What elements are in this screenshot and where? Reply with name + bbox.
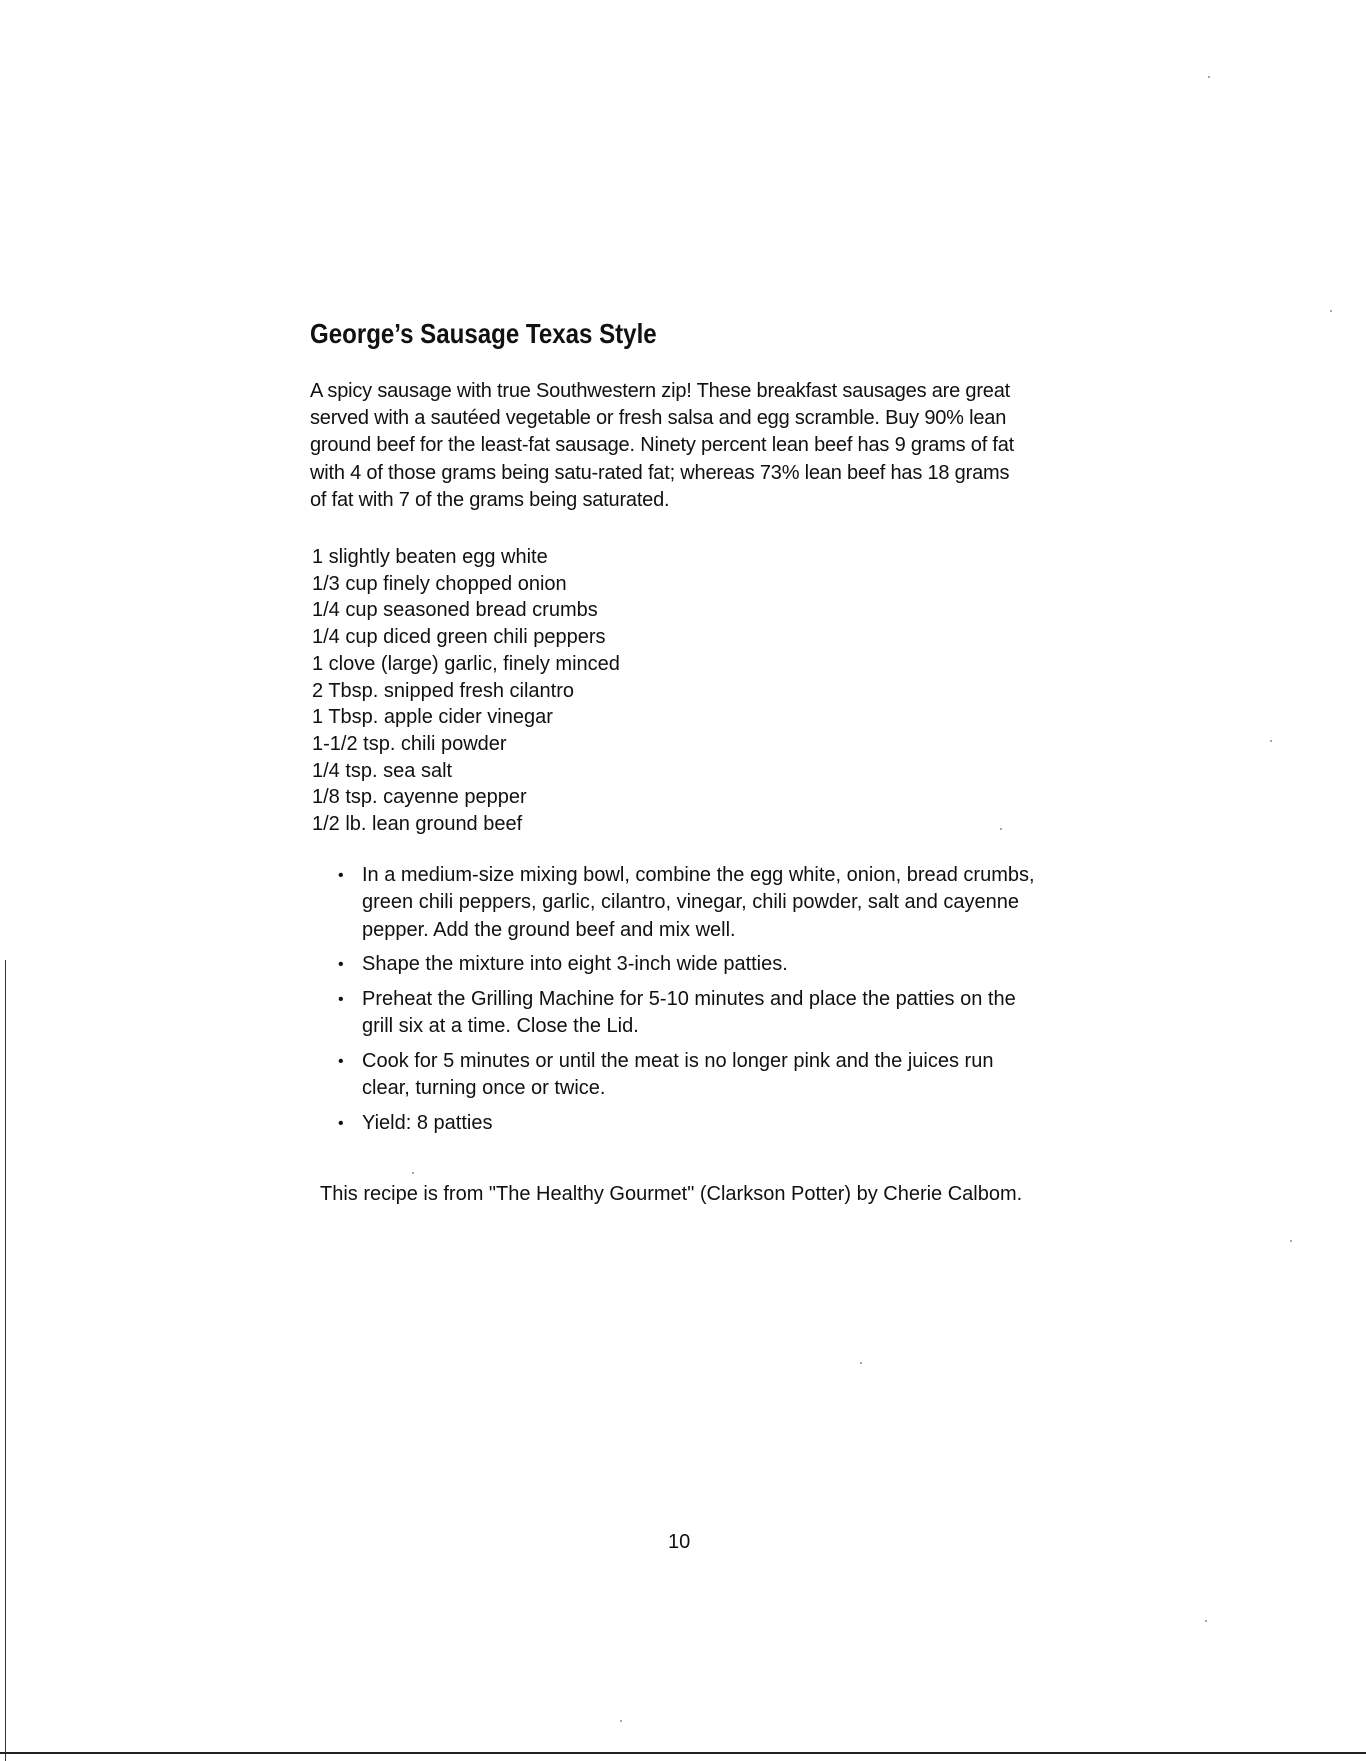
ingredient-item: 1/3 cup finely chopped onion bbox=[312, 572, 567, 595]
instruction-text: Cook for 5 minutes or until the meat is no longer pink and the juices run clear, turning once or twice. bbox=[362, 1049, 994, 1100]
recipe-title: George’s Sausage Texas Style bbox=[310, 318, 657, 349]
instruction-step bbox=[322, 1048, 1042, 1103]
scan-edge-line-left bbox=[5, 960, 6, 1761]
ingredient-item: 1 Tbsp. apple cider vinegar bbox=[312, 706, 553, 729]
bullet-icon: • bbox=[338, 956, 344, 974]
instruction-step bbox=[322, 986, 1042, 1041]
instruction-step bbox=[322, 862, 1042, 945]
ingredient-item: 1/4 cup diced green chili peppers bbox=[312, 626, 606, 649]
bullet-icon: • bbox=[338, 1052, 344, 1070]
recipe-source-note: This recipe is from "The Healthy Gourmet" (Clarkson Potter) by Cherie Calbom. bbox=[320, 1183, 1023, 1205]
bullet-icon: • bbox=[338, 990, 344, 1008]
recipe-page bbox=[310, 314, 1050, 1144]
scan-speck bbox=[1205, 1620, 1207, 1622]
ingredient-item: 1/4 tsp. sea salt bbox=[312, 759, 453, 782]
ingredient-item: 1/4 cup seasoned bread crumbs bbox=[312, 599, 598, 622]
instruction-text: Preheat the Grilling Machine for 5-10 minutes and place the patties on the grill six at a time. Close the Lid. bbox=[362, 987, 1016, 1038]
scan-edge-line-bottom bbox=[0, 1752, 1366, 1754]
ingredient-item: 1 clove (large) garlic, finely minced bbox=[312, 652, 620, 675]
scan-speck bbox=[1290, 1240, 1292, 1242]
scan-speck bbox=[1270, 740, 1272, 742]
ingredient-item: 1 slightly beaten egg white bbox=[312, 546, 548, 569]
instruction-text: Shape the mixture into eight 3-inch wide patties. bbox=[362, 953, 788, 976]
scan-speck bbox=[620, 1720, 622, 1722]
ingredient-list bbox=[312, 544, 1050, 838]
bullet-icon: • bbox=[338, 866, 344, 884]
ingredient-item: 1/8 tsp. cayenne pepper bbox=[312, 786, 527, 809]
scan-speck bbox=[1330, 310, 1332, 312]
scan-speck bbox=[860, 1362, 862, 1364]
instruction-step bbox=[322, 951, 1042, 979]
page-number: 10 bbox=[668, 1531, 691, 1553]
ingredient-item: 1-1/2 tsp. chili powder bbox=[312, 732, 507, 755]
instruction-step bbox=[322, 1110, 1042, 1138]
instruction-list bbox=[322, 862, 1042, 1138]
bullet-icon: • bbox=[338, 1114, 344, 1132]
instruction-text: Yield: 8 patties bbox=[362, 1111, 493, 1134]
ingredient-item: 1/2 lb. lean ground beef bbox=[312, 813, 523, 836]
instruction-text: In a medium-size mixing bowl, combine the egg white, onion, bread crumbs, green chili peppers, garlic, cilantro, vinegar, chili powder, salt and cayenne pepper. Add the ground beef and mix well. bbox=[362, 863, 1035, 941]
scan-speck bbox=[412, 1172, 414, 1174]
scan-speck bbox=[1208, 76, 1210, 78]
recipe-intro: A spicy sausage with true Southwestern zip! These breakfast sausages are great served with a sautéed vegetable or fresh salsa and egg scramble. Buy 90% lean ground beef for the least-fat sausage. Ninety percent lean beef has 9 grams of fat with 4 of those grams being satu-rated fat; whereas 73% lean beef has 18 grams of fat with 7 of the grams being saturated. bbox=[310, 380, 1015, 511]
ingredient-item: 2 Tbsp. snipped fresh cilantro bbox=[312, 679, 575, 702]
